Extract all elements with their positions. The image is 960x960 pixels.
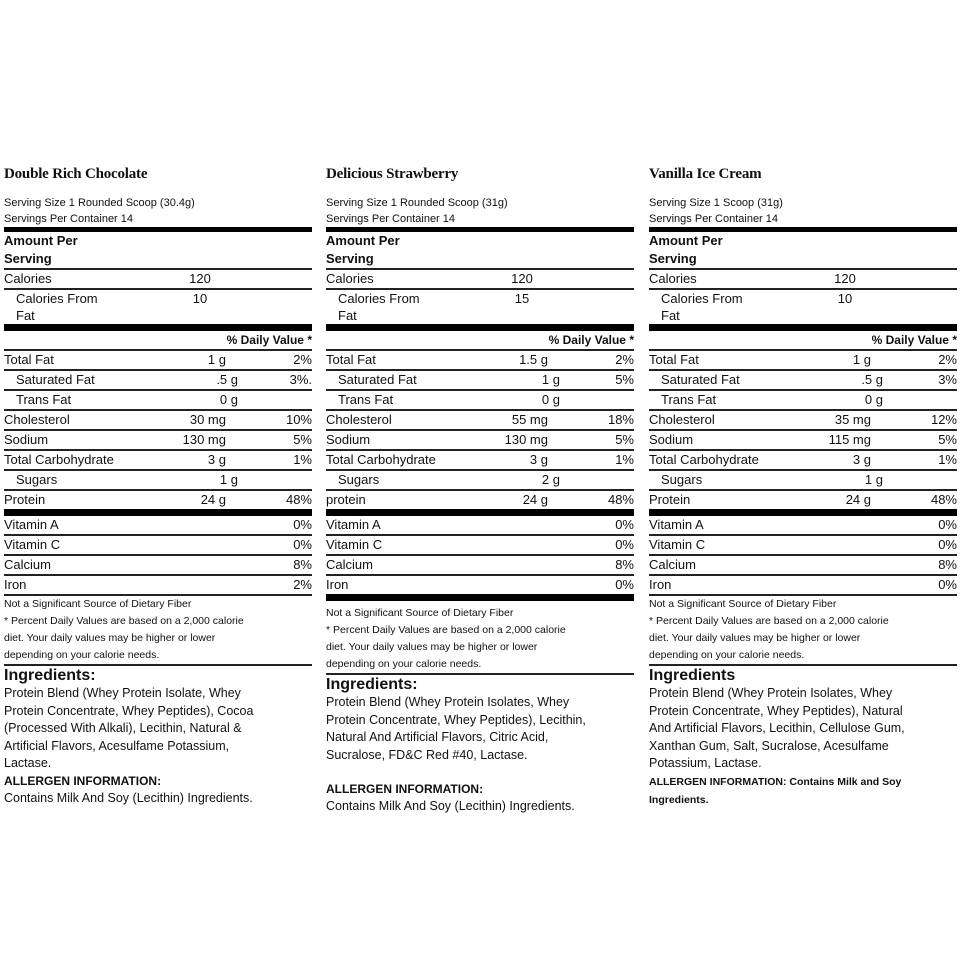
nutrient-name: Total Carbohydrate bbox=[326, 452, 436, 467]
nutrient-row bbox=[649, 411, 957, 429]
nutrition-panel bbox=[4, 163, 312, 807]
daily-value-header: % Daily Value * bbox=[871, 333, 957, 347]
nutrient-name: Cholesterol bbox=[649, 412, 715, 427]
calories-value: 120 bbox=[511, 271, 533, 286]
ingredients-list bbox=[649, 685, 957, 773]
nutrient-amount: 3 g bbox=[852, 452, 871, 467]
divider bbox=[326, 673, 634, 675]
vitamin-name: Vitamin C bbox=[326, 537, 383, 552]
nutrient-row bbox=[649, 491, 957, 509]
nutrition-panel bbox=[649, 163, 957, 809]
text-line: (Processed With Alkali), Lecithin, Natural & bbox=[4, 721, 242, 735]
text-line: Fat bbox=[338, 308, 357, 323]
vitamin-name: Calcium bbox=[649, 557, 696, 572]
nutrient-row bbox=[649, 371, 957, 389]
divider-thick bbox=[326, 594, 634, 601]
nutrient-name: Cholesterol bbox=[4, 412, 70, 427]
nutrient-name: Total Fat bbox=[4, 352, 54, 367]
daily-value-header: % Daily Value * bbox=[226, 333, 312, 347]
amount-per-serving bbox=[326, 232, 634, 268]
nutrient-amount: 0 g bbox=[864, 392, 883, 407]
allergen-text: Contains Milk And Soy (Lecithin) Ingredients. bbox=[4, 790, 253, 805]
text-line: Calories From bbox=[16, 291, 98, 306]
text-line: depending on your calorie needs. bbox=[4, 649, 160, 661]
text-line: Serving bbox=[326, 251, 374, 266]
nutrient-amount: 55 mg bbox=[511, 412, 548, 427]
daily-value-footnote bbox=[326, 622, 634, 673]
nutrient-name: Sugars bbox=[661, 472, 703, 487]
calories-from-fat-value: 10 bbox=[192, 291, 208, 306]
text-line: ALLERGEN INFORMATION: Contains Milk and Soy bbox=[649, 775, 902, 788]
nutrient-row bbox=[4, 411, 312, 429]
text-line: Serving bbox=[4, 251, 52, 266]
serving-size: Serving Size 1 Rounded Scoop (31g) bbox=[326, 197, 508, 209]
text-line: diet. Your daily values may be higher or lower bbox=[4, 632, 216, 644]
calories-row bbox=[4, 270, 312, 288]
text-line: depending on your calorie needs. bbox=[649, 649, 805, 661]
allergen-text: Contains Milk And Soy (Lecithin) Ingredients. bbox=[326, 799, 575, 813]
text-line: diet. Your daily values may be higher or lower bbox=[326, 641, 538, 653]
nutrient-row bbox=[4, 351, 312, 369]
divider bbox=[4, 664, 312, 666]
nutrient-daily-value: 5% bbox=[938, 432, 957, 447]
text-line: Fat bbox=[16, 308, 35, 323]
vitamin-row bbox=[4, 576, 312, 594]
nutrient-name: Sugars bbox=[16, 472, 58, 487]
vitamin-name: Iron bbox=[326, 577, 349, 592]
vitamin-row bbox=[649, 556, 957, 574]
ingredients-list bbox=[4, 685, 312, 773]
nutrient-row bbox=[326, 431, 634, 449]
nutrient-name: Saturated Fat bbox=[338, 372, 417, 387]
text-line: Protein Concentrate, Whey Peptides), Lecithin, bbox=[326, 712, 586, 727]
calories-from-fat-row bbox=[649, 290, 957, 324]
nutrient-row bbox=[4, 391, 312, 409]
ingredients-heading: Ingredients: bbox=[326, 676, 418, 693]
vitamin-daily-value: 2% bbox=[293, 577, 312, 592]
nutrient-daily-value: 3%. bbox=[289, 372, 312, 387]
calories-value: 120 bbox=[834, 271, 856, 286]
nutrient-name: Sodium bbox=[4, 432, 49, 447]
nutrient-name: Saturated Fat bbox=[661, 372, 740, 387]
nutrient-daily-value: 48% bbox=[285, 492, 312, 507]
calories-from-fat-value: 10 bbox=[837, 291, 853, 306]
nutrient-amount: 1.5 g bbox=[519, 352, 548, 367]
divider-thick bbox=[326, 324, 634, 331]
nutrient-amount: 1 g bbox=[219, 472, 238, 487]
servings-per-container: Servings Per Container 14 bbox=[4, 213, 134, 225]
nutrient-daily-value: 1% bbox=[615, 452, 634, 467]
nutrient-row bbox=[326, 451, 634, 469]
ingredients-heading: Ingredients bbox=[649, 667, 736, 684]
nutrient-daily-value: 48% bbox=[607, 492, 634, 507]
text-line: Protein Blend (Whey Protein Isolate, Whey bbox=[4, 686, 241, 700]
serving-size: Serving Size 1 Scoop (31g) bbox=[649, 197, 783, 209]
text-line: And Artificial Flavors, Lecithin, Cellulose Gum, bbox=[649, 721, 905, 735]
vitamin-daily-value: 8% bbox=[938, 557, 957, 572]
text-line: Serving bbox=[649, 251, 697, 266]
nutrient-name: Protein bbox=[4, 492, 46, 507]
nutrient-name: Sugars bbox=[338, 472, 380, 487]
text-line: * Percent Daily Values are based on a 2,000 calorie bbox=[326, 624, 566, 636]
nutrient-row bbox=[649, 391, 957, 409]
nutrient-amount: .5 g bbox=[216, 372, 238, 387]
nutrient-daily-value: 1% bbox=[938, 452, 957, 467]
text-line: Xanthan Gum, Salt, Sucralose, Acesulfame bbox=[649, 738, 889, 753]
nutrient-amount: 3 g bbox=[207, 452, 226, 467]
text-line: Ingredients. bbox=[649, 793, 709, 806]
nutrient-name: Total Fat bbox=[649, 352, 699, 367]
vitamin-row bbox=[326, 536, 634, 554]
vitamin-daily-value: 0% bbox=[615, 517, 634, 532]
vitamin-row bbox=[4, 556, 312, 574]
nutrient-daily-value: 18% bbox=[607, 412, 634, 427]
vitamin-name: Vitamin C bbox=[4, 537, 61, 552]
nutrient-row bbox=[326, 351, 634, 369]
nutrient-amount: 130 mg bbox=[504, 432, 548, 447]
serving-size: Serving Size 1 Rounded Scoop (30.4g) bbox=[4, 197, 195, 209]
vitamin-row bbox=[4, 516, 312, 534]
text-line: Potassium, Lactase. bbox=[649, 756, 762, 770]
text-line: Amount Per bbox=[4, 233, 78, 248]
amount-per-serving bbox=[4, 232, 312, 268]
nutrient-daily-value: 3% bbox=[938, 372, 957, 387]
vitamin-row bbox=[326, 556, 634, 574]
vitamin-daily-value: 8% bbox=[615, 557, 634, 572]
nutrient-amount: 1 g bbox=[852, 352, 871, 367]
nutrient-amount: 24 g bbox=[200, 492, 226, 507]
calories-row bbox=[649, 270, 957, 288]
nutrient-name: Cholesterol bbox=[326, 412, 392, 427]
nutrient-amount: 3 g bbox=[529, 452, 548, 467]
text-line: Protein Blend (Whey Protein Isolates, Whey bbox=[649, 686, 893, 700]
ingredients-list bbox=[326, 694, 634, 764]
nutrient-daily-value: 12% bbox=[930, 412, 957, 427]
nutrient-row bbox=[4, 451, 312, 469]
calories-from-fat-row bbox=[326, 290, 634, 324]
daily-value-footnote bbox=[4, 613, 312, 664]
allergen-information bbox=[649, 773, 957, 809]
nutrient-name: Trans Fat bbox=[16, 392, 72, 407]
text-line: Calories From bbox=[338, 291, 420, 306]
text-line: Artificial Flavors, Acesulfame Potassium, bbox=[4, 738, 230, 753]
vitamin-daily-value: 0% bbox=[293, 517, 312, 532]
nutrient-amount: 0 g bbox=[219, 392, 238, 407]
text-line: Calories From bbox=[661, 291, 743, 306]
nutrient-amount: 1 g bbox=[541, 372, 560, 387]
nutrient-amount: 24 g bbox=[522, 492, 548, 507]
text-line: diet. Your daily values may be higher or lower bbox=[649, 632, 861, 644]
nutrient-name: Sodium bbox=[326, 432, 371, 447]
calories-label: Calories bbox=[4, 271, 52, 286]
text-line: * Percent Daily Values are based on a 2,000 calorie bbox=[649, 615, 889, 627]
flavor-title: Vanilla Ice Cream bbox=[649, 166, 762, 182]
nutrient-row bbox=[4, 431, 312, 449]
vitamin-row bbox=[326, 576, 634, 594]
ingredients-heading: Ingredients: bbox=[4, 667, 96, 684]
nutrient-name: Sodium bbox=[649, 432, 694, 447]
nutrient-name: Saturated Fat bbox=[16, 372, 95, 387]
nutrient-amount: 130 mg bbox=[182, 432, 226, 447]
divider-thick bbox=[4, 324, 312, 331]
vitamin-name: Iron bbox=[4, 577, 27, 592]
servings-per-container: Servings Per Container 14 bbox=[326, 213, 456, 225]
nutrient-daily-value: 2% bbox=[938, 352, 957, 367]
nutrient-amount: 35 mg bbox=[834, 412, 871, 427]
vitamin-daily-value: 0% bbox=[293, 537, 312, 552]
text-line: depending on your calorie needs. bbox=[326, 658, 482, 670]
nutrient-amount: 1 g bbox=[207, 352, 226, 367]
fiber-note: Not a Significant Source of Dietary Fiber bbox=[326, 607, 514, 619]
calories-from-fat-row bbox=[4, 290, 312, 324]
text-line: Amount Per bbox=[326, 233, 400, 248]
calories-label: Calories bbox=[326, 271, 374, 286]
nutrient-daily-value: 10% bbox=[285, 412, 312, 427]
nutrient-amount: 115 mg bbox=[828, 432, 871, 447]
fiber-note: Not a Significant Source of Dietary Fiber bbox=[4, 598, 192, 610]
nutrient-row bbox=[649, 431, 957, 449]
nutrient-name: protein bbox=[326, 492, 366, 507]
nutrient-row bbox=[4, 491, 312, 509]
vitamin-daily-value: 0% bbox=[615, 537, 634, 552]
divider-thick bbox=[4, 509, 312, 516]
vitamin-row bbox=[649, 516, 957, 534]
vitamin-name: Vitamin C bbox=[649, 537, 706, 552]
nutrient-amount: 1 g bbox=[864, 472, 883, 487]
vitamin-name: Vitamin A bbox=[326, 517, 381, 532]
vitamin-row bbox=[326, 516, 634, 534]
allergen-heading: ALLERGEN INFORMATION: bbox=[4, 773, 162, 788]
calories-from-fat-value: 15 bbox=[514, 291, 530, 306]
nutrient-row bbox=[326, 411, 634, 429]
nutrient-daily-value: 2% bbox=[293, 352, 312, 367]
nutrient-amount: 30 mg bbox=[189, 412, 226, 427]
vitamin-daily-value: 8% bbox=[293, 557, 312, 572]
nutrition-panel bbox=[326, 163, 634, 815]
nutrient-daily-value: 48% bbox=[930, 492, 957, 507]
fiber-note: Not a Significant Source of Dietary Fiber bbox=[649, 598, 837, 610]
daily-value-header: % Daily Value * bbox=[548, 333, 634, 347]
divider-thick bbox=[649, 509, 957, 516]
nutrient-row bbox=[649, 351, 957, 369]
nutrient-amount: .5 g bbox=[861, 372, 883, 387]
vitamin-name: Iron bbox=[649, 577, 672, 592]
vitamin-name: Calcium bbox=[326, 557, 373, 572]
nutrient-row bbox=[326, 491, 634, 509]
nutrient-name: Trans Fat bbox=[338, 392, 394, 407]
allergen-heading: ALLERGEN INFORMATION: bbox=[326, 782, 484, 796]
vitamin-daily-value: 0% bbox=[938, 577, 957, 592]
nutrient-amount: 24 g bbox=[845, 492, 871, 507]
vitamin-daily-value: 0% bbox=[615, 577, 634, 592]
divider-thick bbox=[649, 324, 957, 331]
nutrient-row bbox=[326, 471, 634, 489]
nutrient-row bbox=[4, 371, 312, 389]
text-line: Protein Blend (Whey Protein Isolates, Whey bbox=[326, 695, 570, 709]
servings-per-container: Servings Per Container 14 bbox=[649, 213, 779, 225]
nutrient-row bbox=[4, 471, 312, 489]
vitamin-row bbox=[649, 576, 957, 594]
nutrient-row bbox=[326, 391, 634, 409]
vitamin-name: Vitamin A bbox=[649, 517, 704, 532]
vitamin-name: Calcium bbox=[4, 557, 51, 572]
nutrient-daily-value: 5% bbox=[293, 432, 312, 447]
calories-label: Calories bbox=[649, 271, 697, 286]
nutrient-row bbox=[326, 371, 634, 389]
vitamin-name: Vitamin A bbox=[4, 517, 59, 532]
nutrient-row bbox=[649, 471, 957, 489]
text-line: Protein Concentrate, Whey Peptides), Natural bbox=[649, 703, 903, 718]
nutrient-daily-value: 5% bbox=[615, 432, 634, 447]
vitamin-daily-value: 0% bbox=[938, 517, 957, 532]
text-line: Sucralose, FD&C Red #40, Lactase. bbox=[326, 747, 528, 762]
text-line: * Percent Daily Values are based on a 2,000 calorie bbox=[4, 615, 244, 627]
text-line: Protein Concentrate, Whey Peptides), Cocoa bbox=[4, 703, 254, 718]
nutrient-row bbox=[649, 451, 957, 469]
calories-row bbox=[326, 270, 634, 288]
flavor-title: Delicious Strawberry bbox=[326, 166, 459, 182]
vitamin-row bbox=[4, 536, 312, 554]
nutrient-daily-value: 2% bbox=[615, 352, 634, 367]
text-line: Natural And Artificial Flavors, Citric Acid, bbox=[326, 730, 549, 744]
nutrient-amount: 0 g bbox=[541, 392, 560, 407]
divider bbox=[649, 664, 957, 666]
nutrient-name: Trans Fat bbox=[661, 392, 717, 407]
nutrient-daily-value: 5% bbox=[615, 372, 634, 387]
text-line: Fat bbox=[661, 308, 680, 323]
text-line: Amount Per bbox=[649, 233, 723, 248]
vitamin-row bbox=[649, 536, 957, 554]
nutrient-amount: 2 g bbox=[541, 472, 560, 487]
nutrient-daily-value: 1% bbox=[293, 452, 312, 467]
flavor-title: Double Rich Chocolate bbox=[4, 166, 148, 182]
amount-per-serving bbox=[649, 232, 957, 268]
nutrient-name: Total Carbohydrate bbox=[4, 452, 114, 467]
calories-value: 120 bbox=[189, 271, 211, 286]
nutrient-name: Total Fat bbox=[326, 352, 376, 367]
divider-thick bbox=[326, 509, 634, 516]
text-line: Lactase. bbox=[4, 756, 52, 770]
vitamin-daily-value: 0% bbox=[938, 537, 957, 552]
nutrient-name: Protein bbox=[649, 492, 691, 507]
nutrient-name: Total Carbohydrate bbox=[649, 452, 759, 467]
daily-value-footnote bbox=[649, 613, 957, 664]
